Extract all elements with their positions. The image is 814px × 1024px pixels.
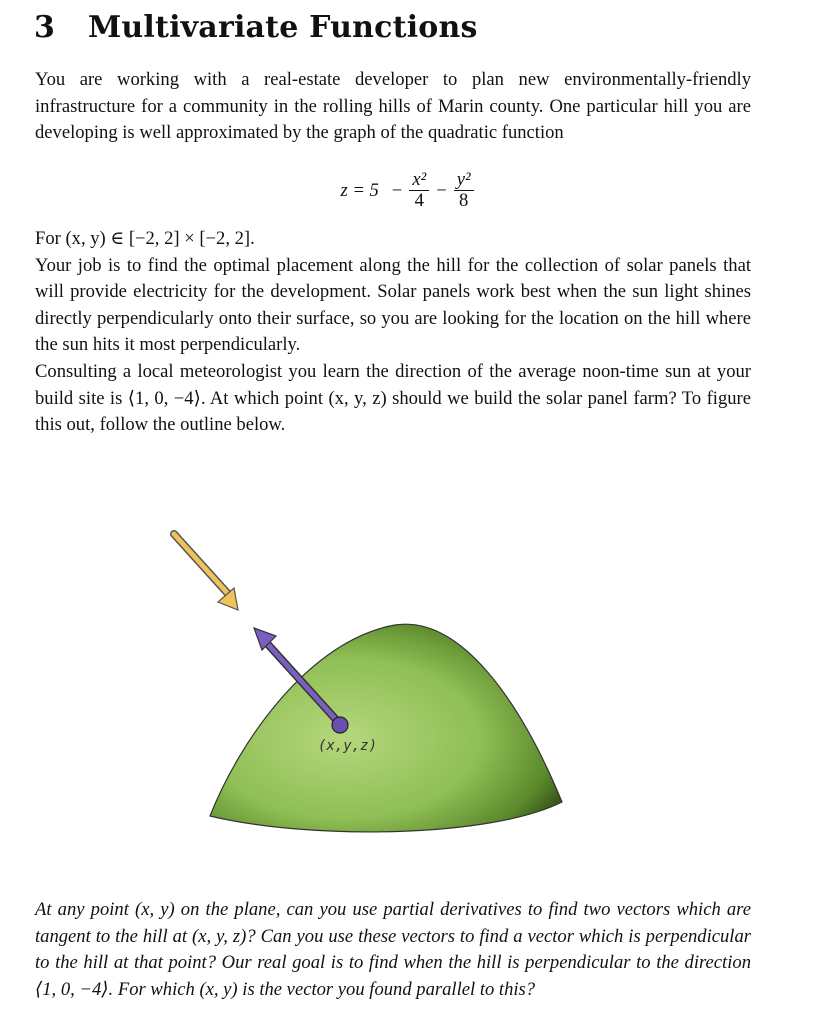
domain-text: For (x, y) ∈ [−2, 2] × [−2, 2]. (35, 228, 255, 249)
job-text: Your job is to find the optimal placement along the hill for the collection of solar panels that will provide electricity for the development. Solar panels work best when the sun light shines directly perpendicularly onto their surface, so you are looking for the location on the hill where the sun hits it most perpendicularly. (35, 254, 751, 356)
hill-figure (160, 520, 580, 850)
section-number: 3 (34, 10, 56, 45)
equation-minus-2: − (436, 179, 447, 201)
quadratic-equation (0, 170, 814, 211)
surface-point-marker (332, 717, 348, 733)
consult-text: Consulting a local meteorologist you learn the direction of the average noon-time sun at your build site is ⟨1, 0, −4⟩. At which point (x, y, z) should we build the solar panel farm? To figure this out, follow the outline below. (35, 360, 751, 436)
point-label: (x,y,z) (318, 738, 378, 754)
fraction-y (454, 170, 474, 211)
intro-paragraph: You are working with a real-estate developer to plan new environmentally-friendly infrastructure for a community in the rolling hills of Marin county. One particular hill you are developing is well approximated by the graph of the quadratic function (35, 69, 751, 144)
section-heading (34, 10, 478, 45)
equation-lhs: z = 5 (340, 179, 379, 201)
fraction-y-denominator: 8 (458, 190, 469, 211)
equation-minus-1: − (391, 179, 403, 201)
problem-body (35, 226, 751, 439)
fraction-y-numerator: y² (454, 170, 474, 191)
hill-surface (210, 624, 562, 832)
section-title: Multivariate Functions (88, 10, 478, 45)
fraction-x-numerator: x² (409, 170, 429, 191)
fraction-x (409, 170, 429, 211)
closing-question: At any point (x, y) on the plane, can you use partial derivatives to find two vectors which are tangent to the hill at (x, y, z)? Can you use these vectors to find a vector which is perpendicular to the hill at that point? Our real goal is to find when the hill is perpendicular to the direction ⟨1, 0, −4⟩. For which (x, y) is the vector you found parallel to this? (35, 899, 751, 1000)
fraction-x-denominator: 4 (414, 190, 424, 211)
sun-direction-arrow (174, 534, 238, 610)
